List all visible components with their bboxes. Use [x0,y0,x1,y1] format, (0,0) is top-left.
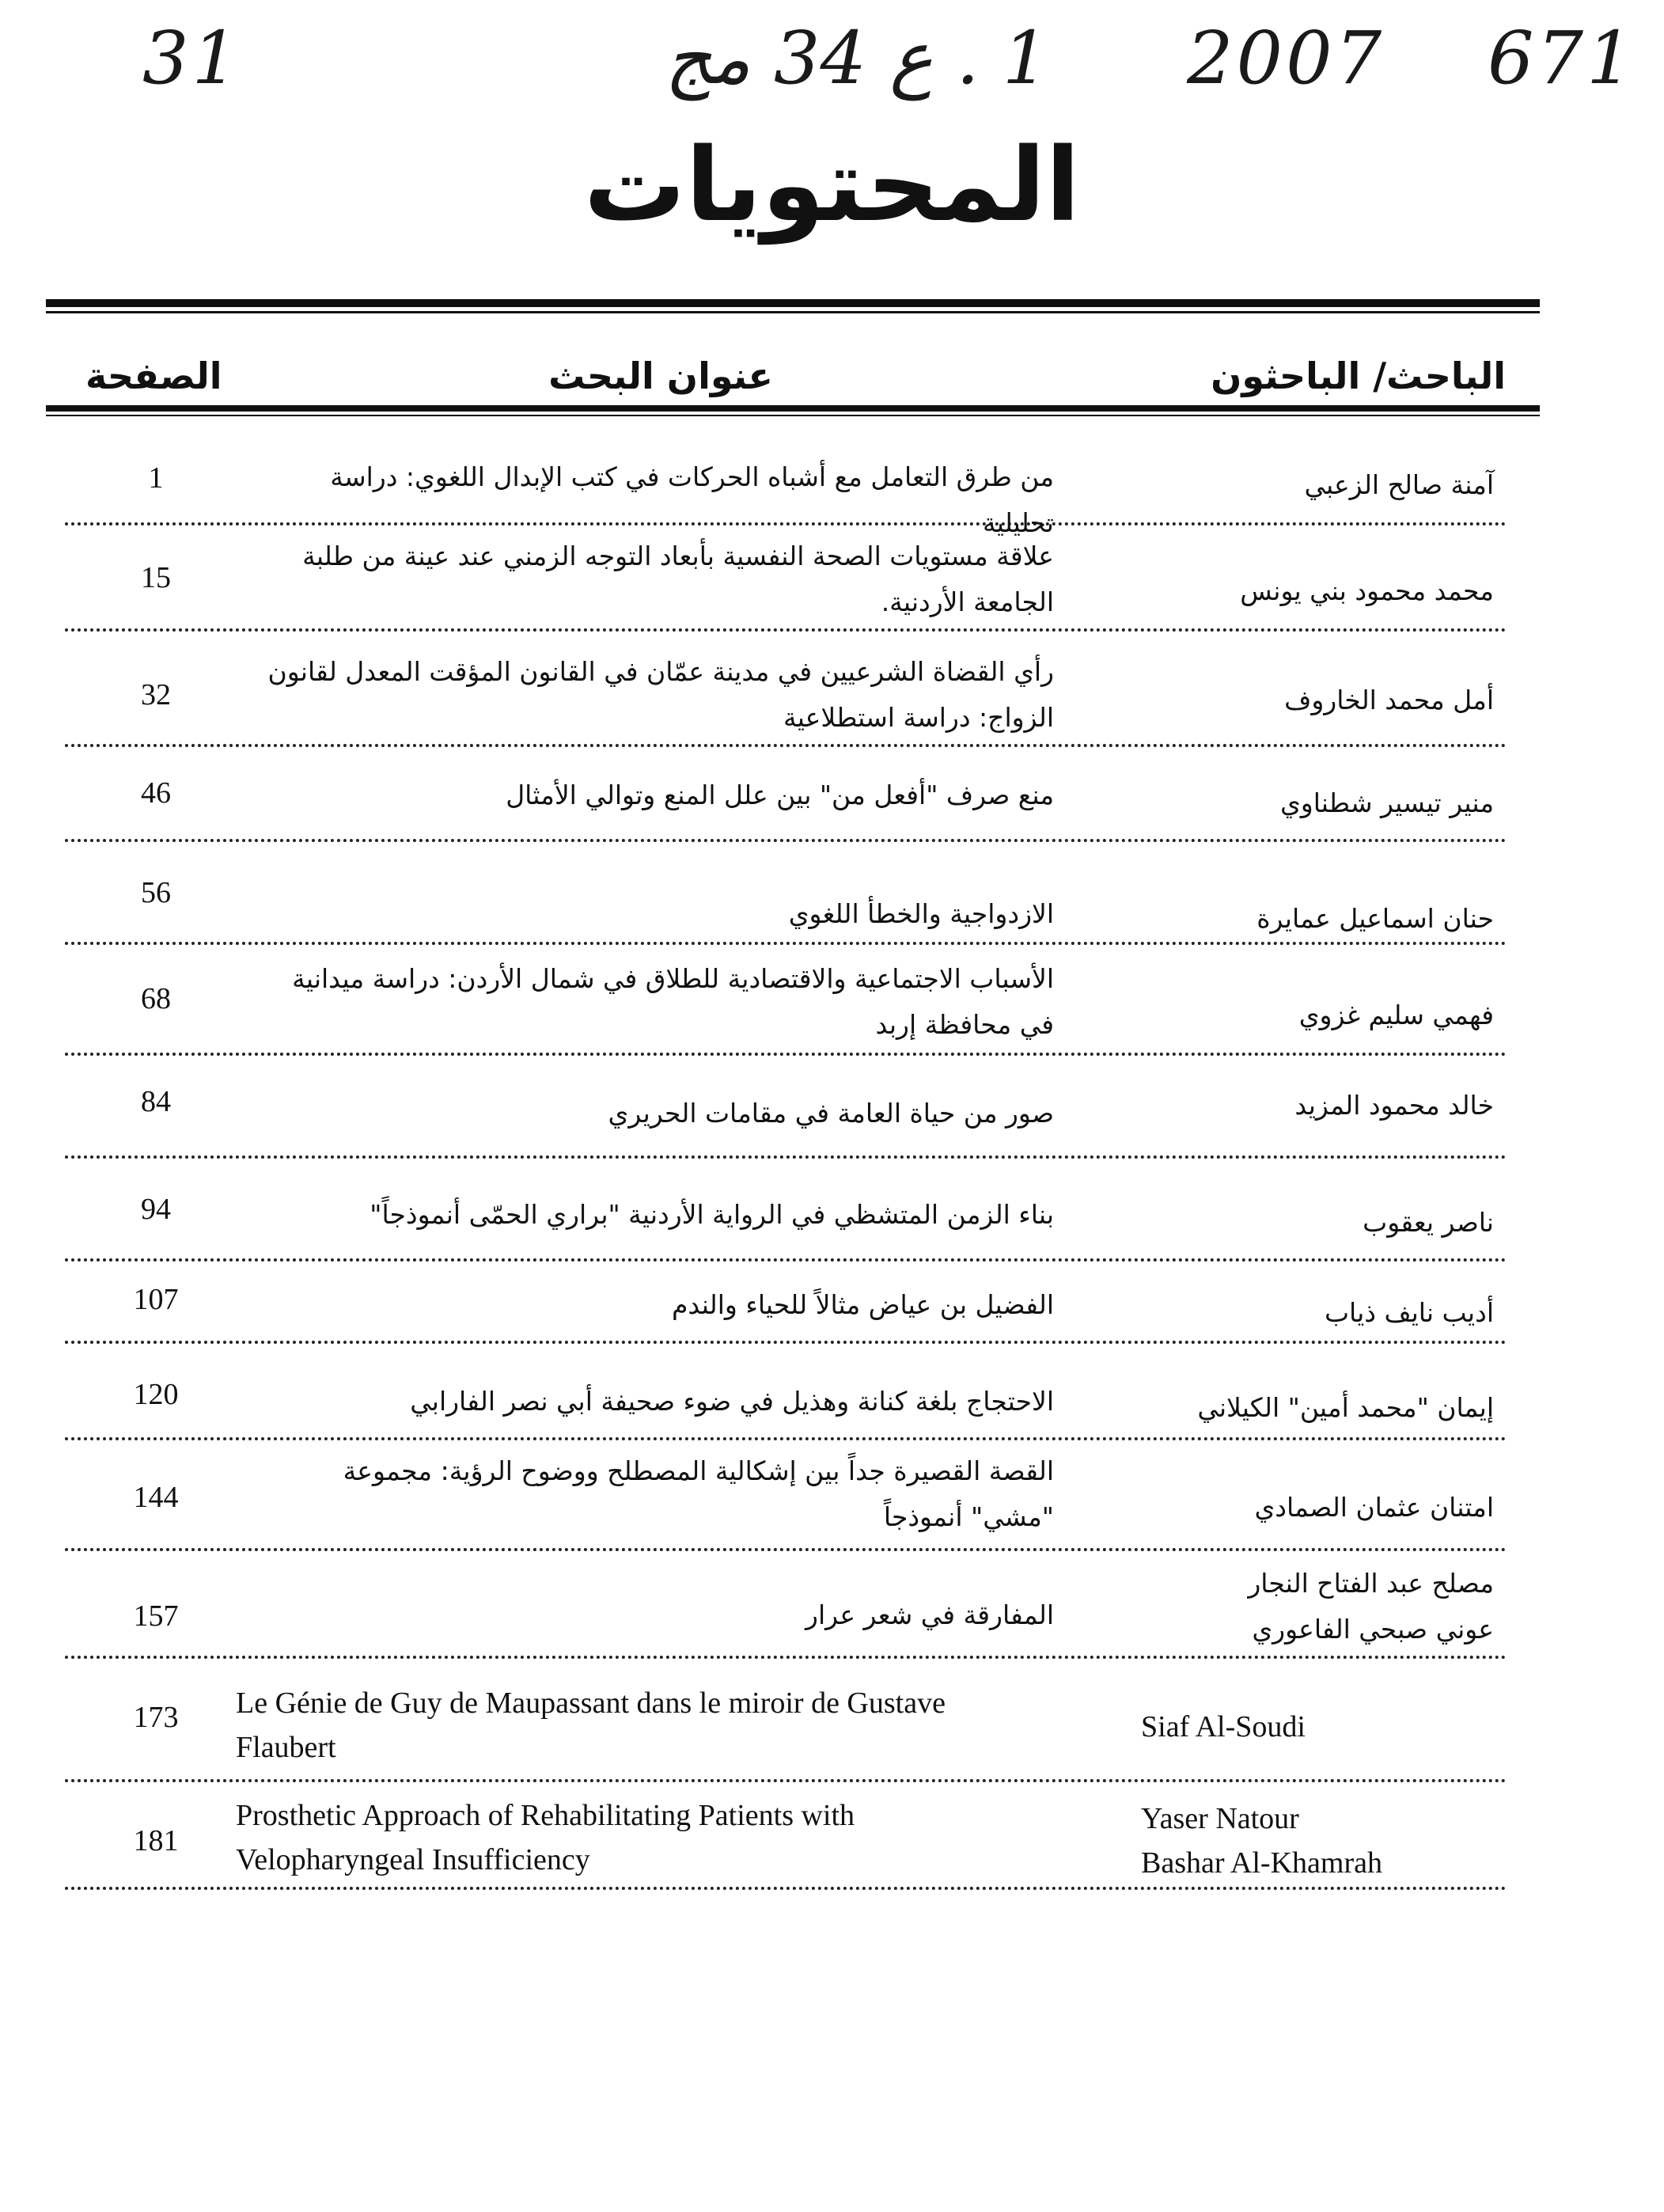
entry-author: Yaser Natour [1141,1802,1299,1835]
handwritten-note-volume: 1 . ع 34 مج [665,16,1049,101]
entry-author: أديب نايف ذياب [1324,1297,1494,1328]
entry-page-number: 120 [133,1378,179,1411]
toc-entry [65,750,1507,842]
page-title: المحتويات [583,127,1081,245]
entry-page-number: 107 [133,1283,179,1316]
entry-authors [1141,1705,1306,1749]
entry-page-number: 1 [148,461,164,495]
toc-entry [65,845,1507,945]
entry-page-number: 68 [141,982,171,1015]
handwritten-note-right: 671 [1488,16,1636,101]
entry-author: محمد محمود بني يونس [1240,575,1494,606]
entry-title: الفضيل بن عياض مثالاً للحياء والندم [671,1289,1054,1320]
entry-title: من طرق التعامل مع أشباه الحركات في كتب الإبدال اللغوي: دراسة تحليلية [330,461,1054,538]
entry-author: خالد محمود المزيد [1294,1090,1494,1121]
entry-title: الأسباب الاجتماعية والاقتصادية للطلاق في شمال الأردن: دراسة ميدانية في محافظة إربد [292,963,1054,1040]
header-rule-bottom-thin [46,415,1540,416]
toc-entry [65,1444,1507,1551]
toc-entry [65,1162,1507,1262]
entry-title: المفارقة في شعر عرار [805,1599,1054,1630]
entry-author: حنان اسماعيل عمايرة [1257,903,1494,934]
entry-title: منع صرف "أفعل من" بين علل المنع وتوالي الأمثال [506,780,1054,810]
entry-author: آمنة صالح الزعبي [1304,469,1494,500]
entry-author: مصلح عبد الفتاح النجار عوني صبحي الفاعوري [1248,1568,1494,1645]
entry-page-number: 144 [133,1481,179,1514]
entry-authors [1141,1797,1382,1885]
toc-entry [65,635,1507,747]
entry-page-number: 84 [141,1085,171,1118]
entry-title: الاحتجاج بلغة كنانة وهذيل في ضوء صحيفة أبي نصر الفارابي [410,1386,1054,1417]
column-header-author: الباحث/ الباحثون [1211,355,1506,397]
toc-entry-english [65,1785,1507,1890]
header-rule-top [46,299,1540,307]
entry-page-number: 173 [133,1701,179,1734]
toc-entry [65,1347,1507,1440]
entry-title: القصة القصيرة جداً بين إشكالية المصطلح ووضوح الرؤية: مجموعة "مشي" أنموذجاً [343,1455,1054,1532]
entry-author: Siaf Al-Soudi [1141,1710,1306,1743]
entry-page-number: 157 [133,1599,179,1633]
entry-author: امتنان عثمان الصمادي [1254,1492,1494,1523]
entry-title: صور من حياة العامة في مقامات الحريري [608,1098,1054,1129]
toc-entry [65,529,1507,632]
entry-author: Bashar Al-Khamrah [1141,1846,1382,1880]
entry-page-number: 15 [141,561,171,594]
entry-title: Le Génie de Guy de Maupassant dans le miroir de Gustave Flaubert [236,1687,946,1764]
entry-page-number: 181 [133,1824,179,1857]
handwritten-note-year: 2007 [1187,16,1385,101]
entry-title: رأي القضاة الشرعيين في مدينة عمّان في القانون المؤقت المعدل لقانون الزواج: دراسة استطلاعية [267,656,1054,733]
entry-title: الازدواجية والخطأ اللغوي [788,898,1054,929]
entry-title: علاقة مستويات الصحة النفسية بأبعاد التوجه الزمني عند عينة من طلبة الجامعة الأردنية. [302,541,1054,617]
handwritten-note-left: 31 [142,16,242,101]
entry-title: بناء الزمن المتشظي في الرواية الأردنية "براري الحمّى أنموذجاً" [370,1199,1054,1230]
entry-author: ناصر يعقوب [1363,1207,1494,1238]
column-header-page: الصفحة [85,355,222,397]
toc-entry-english [65,1662,1507,1782]
toc-entry [65,1265,1507,1344]
entry-title: Prosthetic Approach of Rehabilitating Patients with Velopharyngeal Insufficiency [236,1799,855,1876]
entry-page-number: 46 [141,776,171,810]
toc-entry [65,948,1507,1056]
entry-page-number: 32 [141,678,171,711]
entry-author: أمل محمد الخاروف [1284,685,1494,715]
entry-page-number: 94 [141,1193,171,1226]
toc-entry [65,1554,1507,1659]
header-rule-top-thin [46,311,1540,313]
entry-author: إيمان "محمد أمين" الكيلاني [1197,1392,1494,1423]
toc-entry [65,443,1507,538]
entry-author: فهمي سليم غزوي [1298,1000,1494,1030]
header-rule-bottom [46,405,1540,412]
column-header-title: عنوان البحث [548,355,773,397]
entry-author: منير تيسير شطناوي [1279,787,1494,818]
entry-page-number: 56 [141,876,171,909]
toc-entry [65,1059,1507,1159]
